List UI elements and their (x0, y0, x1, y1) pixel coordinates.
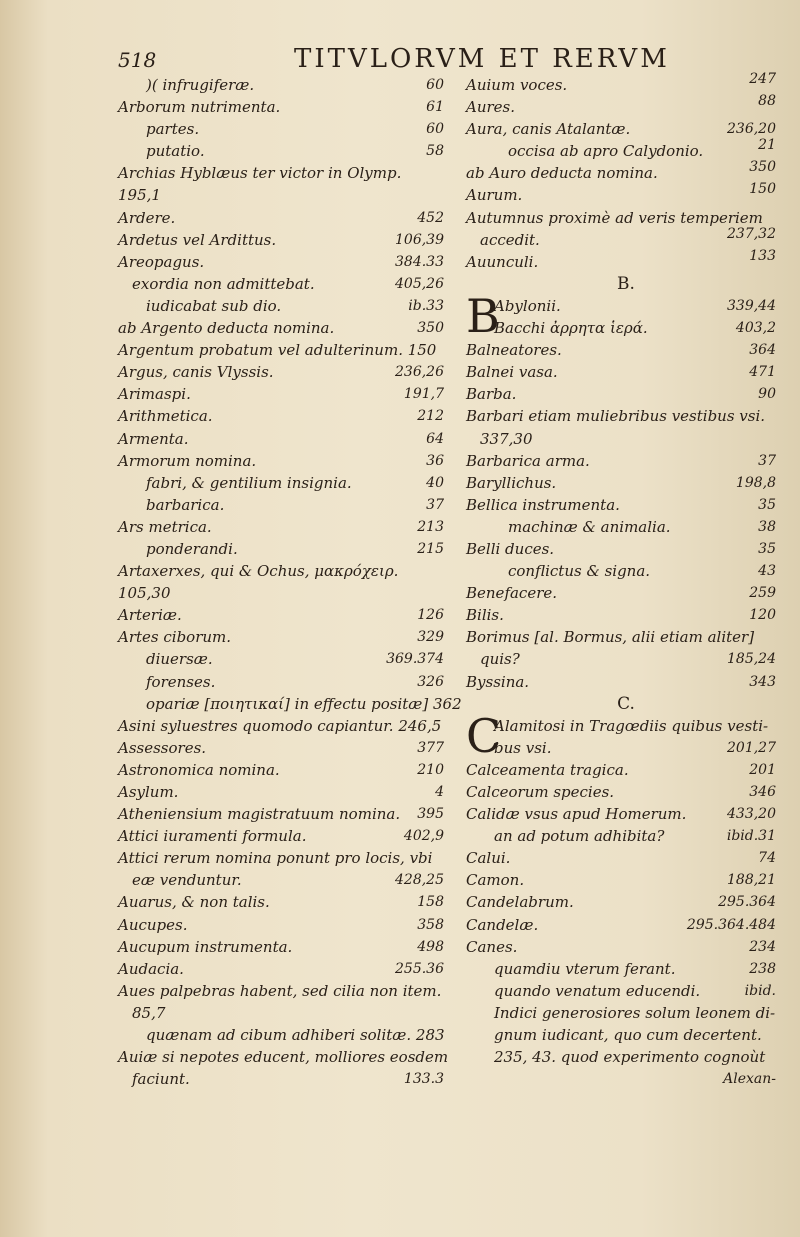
index-entry (118, 472, 454, 494)
index-entry (466, 383, 786, 405)
index-entry (118, 626, 454, 648)
index-entry (466, 247, 786, 273)
index-entry (118, 251, 454, 273)
entry-term: Artaxerxes, qui & Ochus, μακρόχειρ. (118, 562, 399, 581)
index-entry (118, 273, 454, 295)
entry-term: Barba. (466, 385, 517, 404)
index-entry (466, 405, 786, 427)
entry-term: Candelabrum. (466, 893, 574, 912)
index-column-left (118, 74, 462, 1090)
entry-term: quamdiu vterum ferant. (494, 959, 676, 978)
entry-page-ref: 364 (749, 342, 776, 359)
index-entry (466, 1046, 786, 1068)
entry-page-ref: 210 (417, 761, 444, 778)
entry-term: Byssina. (466, 672, 530, 691)
section-letter: B. (617, 273, 635, 294)
entry-page-ref: 213 (417, 518, 444, 535)
entry-page-ref: 188,21 (727, 872, 776, 889)
index-entry (466, 825, 786, 847)
index-entry (466, 339, 786, 361)
index-entry (466, 450, 786, 472)
entry-term: Archias Hyblæus ter victor in Olymp. (118, 164, 402, 183)
entry-term: Bellica instrumenta. (466, 495, 620, 514)
entry-term: an ad potum adhibita? (494, 827, 665, 846)
index-entry (118, 118, 454, 140)
entry-term: fabri, & gentilium insignia. (146, 473, 352, 492)
index-entry (118, 803, 454, 825)
entry-term: Auunculi. (466, 252, 539, 271)
entry-page-ref: 43 (758, 563, 776, 580)
drop-capital: C (466, 708, 502, 763)
entry-page-ref: 433,20 (727, 806, 776, 823)
index-entry (466, 759, 786, 781)
entry-term: Aures. (466, 98, 516, 117)
index-entry (118, 74, 454, 96)
entry-term: Argentum probatum vel adulterinum. 150 (118, 341, 437, 360)
entry-page-ref: 236,26 (395, 364, 444, 381)
index-entry (118, 1024, 454, 1046)
index-entry (466, 914, 786, 936)
entry-term: Ars metrica. (118, 517, 212, 536)
entry-term: ponderandi. (146, 539, 238, 558)
entry-term: Autumnus proximè ad veris temperiem (466, 208, 763, 227)
entry-term: Ardere. (118, 208, 176, 227)
entry-page-ref: 88 (758, 93, 776, 110)
entry-term: )( infrugiferæ. (146, 76, 255, 94)
entry-page-ref: 350 (749, 159, 776, 176)
index-entry (118, 450, 454, 472)
index-entry (466, 604, 786, 626)
entry-term: 85,7 (132, 1003, 166, 1022)
index-entry (118, 891, 454, 913)
entry-page-ref: 358 (417, 916, 444, 933)
entry-page-ref: 384.33 (395, 253, 444, 270)
index-entry (466, 781, 786, 803)
entry-term: partes. (146, 120, 200, 139)
entry-term: eæ venduntur. (132, 871, 242, 890)
entry-page-ref: 329 (417, 629, 444, 646)
entry-page-ref: 326 (417, 673, 444, 690)
entry-term: Arborum nutrimenta. (118, 98, 281, 117)
entry-page-ref: 35 (758, 496, 776, 513)
index-entry (118, 361, 454, 383)
entry-page-ref: 60 (426, 121, 444, 138)
entry-term: Audacia. (118, 959, 184, 978)
entry-term: Atheniensium magistratuum nomina. (118, 805, 401, 824)
entry-page-ref: 38 (758, 518, 776, 535)
entry-term: Abylonii. (494, 296, 561, 315)
entry-term: Auiæ si nepotes educent, molliores eosdem (118, 1048, 449, 1067)
entry-page-ref: 74 (758, 850, 776, 867)
index-entry (118, 604, 454, 626)
entry-page-ref: 255.36 (395, 960, 444, 977)
entry-term: Armorum nomina. (118, 451, 257, 470)
entry-page-ref: 452 (417, 209, 444, 226)
entry-term: Attici rerum nomina ponunt pro locis, vbi (118, 849, 433, 868)
index-entry (466, 137, 786, 162)
entry-term: Ardetus vel Ardittus. (118, 230, 277, 249)
index-column-right (466, 71, 786, 1090)
index-entry (118, 1046, 454, 1068)
index-entry (466, 626, 786, 648)
index-entry (466, 847, 786, 869)
index-entry (466, 958, 786, 980)
entry-term: ab Auro deducta nomina. (466, 164, 658, 183)
entry-term: Barbarica arma. (466, 451, 590, 470)
entry-page-ref: 395 (417, 806, 444, 823)
index-entry (466, 159, 786, 184)
entry-page-ref: 37 (758, 452, 776, 469)
index-entry (466, 648, 786, 670)
entry-page-ref: 198,8 (735, 474, 776, 491)
entry-term: Borimus [al. Bormus, alii etiam aliter] (466, 628, 755, 647)
index-entry (466, 93, 786, 118)
entry-page-ref: 120 (749, 607, 776, 624)
index-entry (118, 383, 454, 405)
index-entry (118, 494, 454, 516)
entry-page-ref: 40 (426, 474, 444, 491)
entry-page-ref: 201 (749, 761, 776, 778)
entry-page-ref: 295.364 (718, 894, 776, 911)
entry-term: gnum iudicant, quo cum decertent. (494, 1026, 762, 1045)
entry-term: 235, 43. quod experimento cognoùt (494, 1048, 766, 1067)
entry-page-ref: 238 (749, 960, 776, 977)
entry-term: Argus, canis Vlyssis. (118, 363, 274, 382)
entry-term: iudicabat sub dio. (146, 296, 282, 315)
drop-capital: B (466, 288, 500, 343)
entry-page-ref: 90 (758, 386, 776, 403)
index-entry (466, 891, 786, 913)
entry-page-ref: 185,24 (727, 651, 776, 668)
entry-term: Calceorum species. (466, 783, 615, 801)
index-entry (118, 317, 454, 339)
entry-term: Belli duces. (466, 539, 555, 558)
entry-page-ref: ibid.31 (726, 828, 776, 845)
index-entry (118, 737, 454, 759)
index-entry (118, 162, 454, 184)
entry-term: machinæ & animalia. (508, 517, 671, 536)
index-entry (466, 516, 786, 538)
index-entry (118, 207, 454, 229)
entry-term: putatio. (146, 142, 205, 161)
entry-term: quis? (480, 650, 520, 669)
index-entry (118, 96, 454, 118)
entry-term: Calui. (466, 849, 511, 868)
entry-page-ref: 201,27 (727, 739, 776, 756)
index-entry (118, 516, 454, 538)
index-entry (118, 847, 454, 869)
section-letter: C. (617, 693, 635, 714)
entry-page-ref: 158 (417, 894, 444, 911)
entry-term: Attici iuramenti formula. (118, 827, 307, 846)
entry-term: quando venatum educendi. (494, 981, 701, 1000)
index-entry (466, 980, 786, 1002)
index-entry (466, 118, 786, 140)
entry-term: accedit. (480, 230, 540, 249)
entry-term: occisa ab apro Calydonio. (508, 142, 704, 161)
entry-page-ref: 405,26 (395, 275, 444, 292)
entry-term: diuersæ. (146, 650, 213, 669)
entry-page-ref: 403,2 (735, 320, 776, 337)
index-entry (466, 225, 786, 251)
entry-term: Astronomica nomina. (118, 760, 280, 779)
entry-term: Armenta. (118, 429, 189, 448)
entry-page-ref: 234 (749, 938, 776, 955)
entry-term: Canes. (466, 937, 518, 956)
index-entry (118, 1068, 454, 1090)
index-entry (118, 958, 454, 980)
entry-term: Arithmetica. (118, 407, 213, 426)
entry-term: Assessores. (118, 738, 207, 757)
index-entry (466, 560, 786, 582)
entry-page-ref: 377 (417, 739, 444, 756)
entry-term: opariæ [ποιητικαί] in effectu positæ] 362 (146, 694, 462, 713)
entry-term: Aucupum instrumenta. (118, 937, 293, 956)
entry-page-ref: 133.3 (403, 1071, 444, 1088)
entry-term: barbarica. (146, 495, 225, 514)
index-entry (118, 715, 454, 737)
index-entry (466, 538, 786, 560)
entry-term: Bilis. (466, 606, 504, 625)
entry-term: Auarus, & non talis. (118, 893, 270, 912)
entry-page-ref: 350 (417, 320, 444, 337)
entry-term: conflictus & signa. (508, 562, 651, 581)
index-entry (118, 825, 454, 847)
entry-page-ref: 247 (749, 71, 776, 87)
entry-term: Calidæ vsus apud Homerum. (466, 805, 687, 824)
index-entry (118, 980, 454, 1002)
index-entry (118, 781, 454, 803)
entry-page-ref: 236,20 (727, 121, 776, 138)
entry-term: Camon. (466, 871, 525, 890)
entry-page-ref: 21 (758, 137, 776, 154)
index-entry (466, 1024, 786, 1046)
index-entry (466, 737, 786, 759)
entry-page-ref: 133 (749, 247, 776, 264)
index-entry (118, 869, 454, 891)
index-entry (118, 648, 454, 670)
entry-term: Areopagus. (118, 252, 205, 271)
index-entry (118, 229, 454, 251)
entry-term: 105,30 (118, 584, 171, 603)
entry-page-ref: 61 (426, 99, 444, 116)
entry-term: Bacchi ἀρρητα ἱερά. (494, 319, 648, 338)
entry-page-ref: 64 (426, 430, 444, 447)
entry-term: quænam ad cibum adhiberi solitæ. 283 (146, 1026, 445, 1045)
index-entry (118, 671, 454, 693)
index-entry (466, 71, 786, 96)
entry-page-ref: 126 (417, 607, 444, 624)
index-entry (466, 1002, 786, 1024)
entry-term: ab Argento deducta nomina. (118, 319, 335, 338)
entry-term: Aura, canis Atalantæ. (466, 120, 631, 139)
index-entry (118, 1002, 454, 1024)
entry-term: Balneatores. (466, 341, 562, 360)
entry-term: Barbari etiam muliebribus vestibus vsi. (466, 407, 766, 426)
entry-page-ref: 60 (426, 77, 444, 93)
index-entry (466, 361, 786, 383)
entry-term: Candelæ. (466, 915, 539, 934)
entry-term: Aucupes. (118, 915, 188, 934)
entry-term: Arteriæ. (118, 606, 182, 625)
index-entry (466, 181, 786, 206)
entry-page-ref: 498 (417, 938, 444, 955)
entry-term: forenses. (146, 672, 216, 691)
entry-page-ref: 402,9 (403, 828, 444, 845)
entry-page-ref: 36 (426, 452, 444, 469)
entry-page-ref: 237,32 (727, 225, 776, 242)
entry-term: Aurum. (466, 186, 523, 205)
entry-term: Artes ciborum. (118, 628, 232, 647)
running-head-title: TITVLORVM ET RERVM (294, 44, 670, 74)
index-entry (118, 140, 454, 162)
index-entry (466, 472, 786, 494)
entry-term: Indici generosiores solum leonem di- (494, 1003, 776, 1022)
entry-term: Arimaspi. (118, 385, 191, 404)
entry-page-ref: 339,44 (727, 297, 776, 314)
entry-page-ref: 215 (417, 540, 444, 557)
page-number: 518 (118, 48, 157, 72)
entry-page-ref: ibid. (744, 982, 776, 999)
entry-term: exordia non admittebat. (132, 274, 315, 293)
index-entry (118, 914, 454, 936)
entry-term: Alamitosi in Tragœdiis quibus vesti- (494, 716, 769, 735)
entry-page-ref: 343 (749, 673, 776, 690)
entry-term: Aues palpebras habent, sed cilia non item. (118, 981, 442, 1000)
entry-page-ref: 150 (749, 181, 776, 198)
entry-page-ref: 37 (426, 496, 444, 513)
entry-page-ref: 35 (758, 540, 776, 557)
entry-term: Benefacere. (466, 584, 558, 603)
entry-term: 337,30 (480, 429, 533, 448)
entry-page-ref: 369.374 (386, 651, 444, 668)
index-entry (466, 494, 786, 516)
entry-page-ref: 58 (426, 143, 444, 160)
running-head (118, 42, 678, 76)
index-entry (118, 184, 454, 206)
entry-term: Auium voces. (466, 76, 568, 94)
index-entry (466, 869, 786, 891)
entry-page-ref: 295.364.484 (686, 916, 776, 933)
index-entry (118, 405, 454, 427)
index-entry (118, 582, 454, 604)
entry-term: Baryllichus. (466, 473, 557, 492)
index-entry (466, 317, 786, 339)
index-entry (118, 538, 454, 560)
index-entry (118, 295, 454, 317)
entry-term: Asini syluestres quomodo capiantur. 246,5 (118, 716, 442, 735)
entry-page-ref: ib.33 (408, 297, 444, 314)
entry-term: faciunt. (132, 1070, 190, 1089)
entry-page-ref: 191,7 (403, 386, 444, 403)
index-entry (466, 936, 786, 958)
index-entry (118, 339, 454, 361)
entry-term: Balnei vasa. (466, 363, 558, 382)
entry-page-ref: Alexan- (723, 1071, 776, 1088)
index-entry (466, 1068, 786, 1090)
entry-page-ref: 106,39 (395, 231, 444, 248)
index-entry (118, 560, 454, 582)
entry-term: bus vsi. (494, 738, 552, 757)
index-entry (466, 803, 786, 825)
entry-page-ref: 471 (749, 364, 776, 381)
entry-page-ref: 346 (749, 784, 776, 800)
index-entry (118, 693, 462, 715)
entry-page-ref: 259 (749, 585, 776, 602)
entry-term: 195,1 (118, 186, 161, 205)
index-entry (466, 428, 786, 450)
index-entry (118, 936, 454, 958)
entry-page-ref: 428,25 (395, 872, 444, 889)
entry-term: Calceamenta tragica. (466, 760, 629, 779)
entry-page-ref: 4 (435, 784, 444, 800)
index-entry (118, 759, 454, 781)
entry-page-ref: 212 (417, 408, 444, 425)
entry-term: Asylum. (118, 783, 179, 801)
index-entry (118, 428, 454, 450)
index-entry (466, 671, 786, 693)
index-entry (466, 582, 786, 604)
